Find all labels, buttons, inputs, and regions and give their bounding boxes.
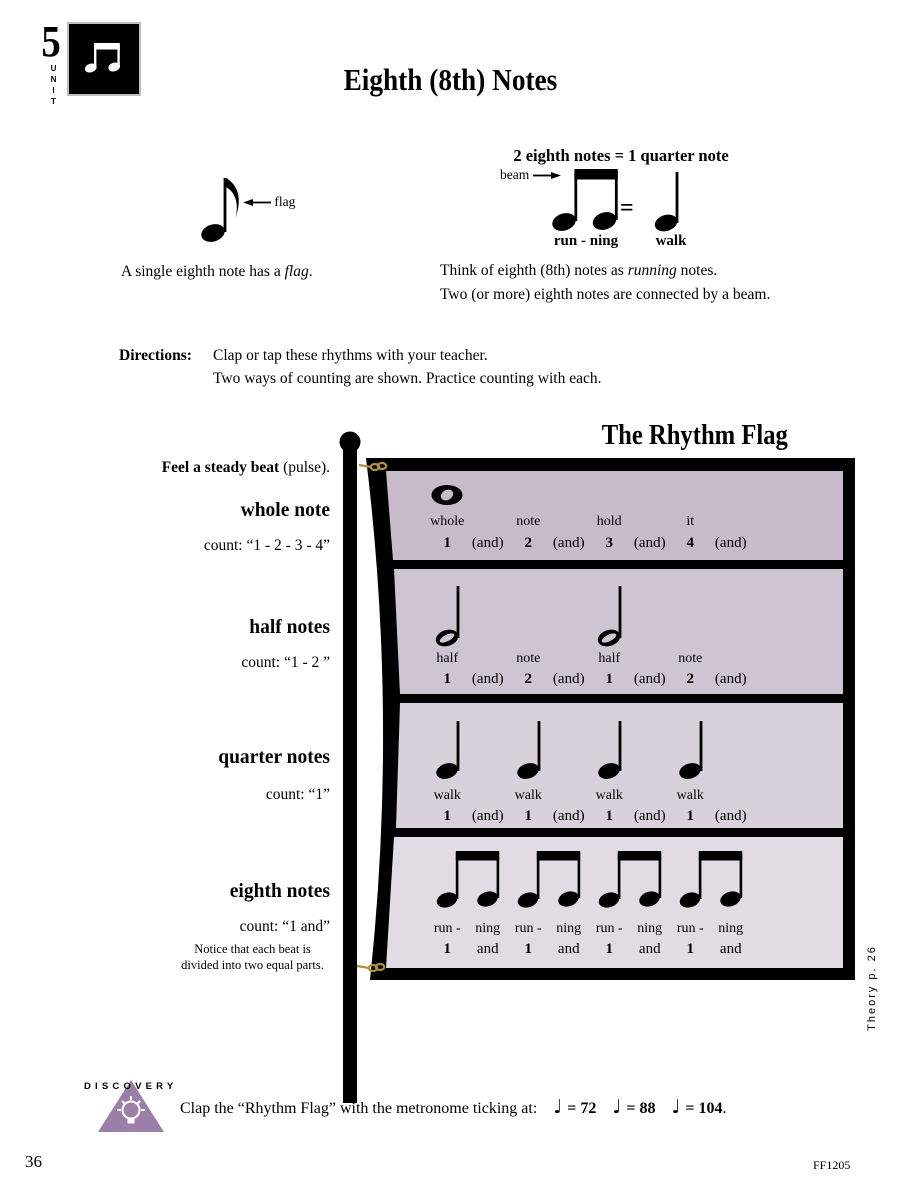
flag-count-cell: 1 (524, 808, 532, 824)
beamed-eighth-pair-icon (513, 848, 595, 910)
flag-count-cell: (and) (714, 808, 747, 824)
tempo-value: = 104 (685, 1100, 723, 1117)
flag-count-cell: 1 (686, 808, 694, 824)
flag-count-cell: and (557, 941, 580, 957)
band-eighth-counts (427, 941, 753, 958)
row-count-quarter: count: “1” (265, 786, 330, 803)
flag-word-cell (468, 651, 509, 667)
flag-word-cell: run - (514, 921, 542, 936)
think-italic: running (627, 262, 677, 279)
band-half-words (427, 651, 753, 667)
steady-rest: (pulse). (279, 459, 330, 476)
directions-label: Directions: (119, 347, 192, 364)
flag-word-cell: run - (676, 921, 704, 936)
row-label-whole: whole note (240, 500, 330, 521)
flag-count-cell: (and) (552, 535, 585, 551)
flag-word-cell: hold (596, 514, 622, 529)
think-suffix: notes. (676, 262, 718, 279)
row-label-eighth: eighth notes (229, 881, 330, 902)
theory-reference: Theory p. 26 (866, 945, 878, 1031)
half-note-icon (596, 584, 632, 648)
flag-count-cell: and (719, 941, 742, 957)
flag-count-cell: 2 (524, 535, 532, 551)
flag-count-cell: 4 (686, 535, 694, 551)
flag-count-cell: 1 (443, 941, 451, 957)
left-arrow-icon (243, 198, 271, 207)
steady-beat-text (162, 459, 330, 477)
flag-word-cell (630, 514, 671, 530)
discovery-label: DISCOVERY (84, 1081, 178, 1092)
quarter-note-icon (434, 719, 470, 779)
flag-count-cell: (and) (471, 808, 504, 824)
flag-word-cell: note (678, 651, 703, 666)
flag-word-cell (711, 788, 752, 804)
page-number: 36 (25, 1152, 42, 1171)
flag-count-cell: 1 (443, 671, 451, 687)
notice-line2: divided into two equal parts. (181, 958, 324, 972)
band-quarter-words (427, 788, 753, 804)
rhythm-flag-graphic (330, 425, 875, 1140)
page-title: Eighth (8th) Notes (343, 62, 557, 97)
band-quarter-counts (427, 808, 753, 825)
flag-word-cell: half (436, 651, 459, 666)
quarter-note-icon (677, 719, 713, 779)
flag-word-cell (630, 651, 671, 667)
flag-word-cell: ning (475, 921, 501, 936)
tempo-value: = 72 (567, 1100, 597, 1117)
flag-word-cell: run - (433, 921, 461, 936)
quarter-note-icon (653, 170, 689, 232)
caption-suffix: . (308, 263, 313, 280)
flag-word-cell: half (598, 651, 621, 666)
flag-count-cell: 1 (605, 808, 613, 824)
flag-count-cell: 2 (524, 671, 532, 687)
clap-text: Clap the “Rhythm Flag” with the metronome ticking at: (180, 1100, 538, 1117)
single-note-caption (121, 263, 313, 281)
rhythm-flag-heading: The Rhythm Flag (601, 420, 789, 451)
caption-prefix: A single eighth note has a (121, 263, 285, 280)
flag-word-cell (468, 788, 509, 804)
flag-count-cell: 1 (443, 808, 451, 824)
row-count-eighth: count: “1 and” (239, 918, 330, 935)
syllables-running: run - ning (553, 233, 619, 249)
flag-word-cell (549, 651, 590, 667)
flag-word-cell: it (686, 514, 695, 529)
discovery-instruction (180, 1096, 727, 1118)
beam-label: beam (500, 167, 530, 182)
tempo-value: = 88 (626, 1100, 656, 1117)
unit-number: 5 (41, 17, 61, 66)
row-label-quarter: quarter notes (218, 747, 330, 768)
beamed-eighth-pair-icon (594, 848, 676, 910)
flag-word-cell: walk (676, 788, 704, 803)
flag-count-cell: (and) (633, 671, 666, 687)
half-note-icon (434, 584, 470, 648)
flag-count-cell: (and) (471, 671, 504, 687)
caption-italic: flag (284, 263, 309, 280)
notice-text (165, 941, 340, 973)
flag-word-cell (549, 514, 590, 530)
flag-count-cell: 3 (605, 535, 613, 551)
flag-count-cell: (and) (552, 808, 585, 824)
flag-word-cell: run - (595, 921, 623, 936)
flag-count-cell: 1 (686, 941, 694, 957)
flag-word-cell (549, 788, 590, 804)
flag-count-cell: 2 (686, 671, 694, 687)
flag-word-cell (630, 788, 671, 804)
steady-bold: Feel a steady beat (161, 459, 280, 476)
quarter-note-icon: ♩ (671, 1096, 681, 1118)
band-half-counts (427, 671, 753, 688)
quarter-note-icon: ♩ (612, 1096, 622, 1118)
equals-sign: = (620, 195, 634, 221)
flag-count-cell: and (476, 941, 499, 957)
row-label-half: half notes (249, 617, 330, 638)
catalog-number: FF1205 (813, 1158, 851, 1172)
flag-count-cell: 1 (524, 941, 532, 957)
beamed-eighth-pair-icon (432, 848, 514, 910)
think-line1 (440, 262, 717, 280)
flag-count-cell: 1 (605, 671, 613, 687)
flag-word-cell: whole (430, 514, 465, 529)
flag-count-cell: and (638, 941, 661, 957)
clap-suffix: . (722, 1100, 727, 1117)
flag-count-cell: (and) (714, 535, 747, 551)
syllable-walk: walk (655, 233, 687, 249)
flag-count-cell: (and) (471, 535, 504, 551)
flag-count-cell: 1 (443, 535, 451, 551)
flag-word-cell: ning (556, 921, 582, 936)
flag-word-cell: walk (514, 788, 542, 803)
flag-count-cell: (and) (552, 671, 585, 687)
directions-line1: Clap or tap these rhythms with your teacher. (213, 347, 488, 364)
beamed-eighth-pair-icon (675, 848, 757, 910)
flag-count-cell: (and) (633, 535, 666, 551)
think-line2: Two (or more) eighth notes are connected by a beam. (440, 286, 771, 303)
flag-pointer (243, 194, 295, 210)
flag-word-cell (711, 651, 752, 667)
flag-word-cell: ning (637, 921, 663, 936)
flag-word-cell: walk (433, 788, 461, 803)
flag-count-cell: (and) (714, 671, 747, 687)
notice-line1: Notice that each beat is (194, 942, 311, 956)
whole-note-icon (427, 482, 467, 508)
equation-heading: 2 eighth notes = 1 quarter note (513, 146, 729, 165)
row-count-half: count: “1 - 2 ” (241, 654, 330, 671)
flag-word-cell: note (516, 514, 541, 529)
flag-pole (343, 449, 357, 1103)
flag-word-cell: walk (595, 788, 623, 803)
flag-word-cell: ning (718, 921, 744, 936)
flag-word-cell (468, 514, 509, 530)
think-prefix: Think of eighth (8th) notes as (440, 262, 628, 279)
flag-word-cell: note (516, 651, 541, 666)
flag-count-cell: 1 (605, 941, 613, 957)
quarter-note-icon: ♩ (553, 1096, 563, 1118)
quarter-note-icon (596, 719, 632, 779)
quarter-note-icon (515, 719, 551, 779)
row-count-whole: count: “1 - 2 - 3 - 4” (203, 537, 330, 554)
flag-word-cell (711, 514, 752, 530)
band-whole-words (427, 514, 753, 530)
flag-count-cell: (and) (633, 808, 666, 824)
unit-label: UNIT (49, 64, 58, 108)
directions-line2: Two ways of counting are shown. Practice counting with each. (213, 370, 602, 387)
flag-caption-label: flag (274, 194, 296, 209)
band-whole-counts (427, 535, 753, 552)
band-eighth-words (427, 921, 753, 937)
